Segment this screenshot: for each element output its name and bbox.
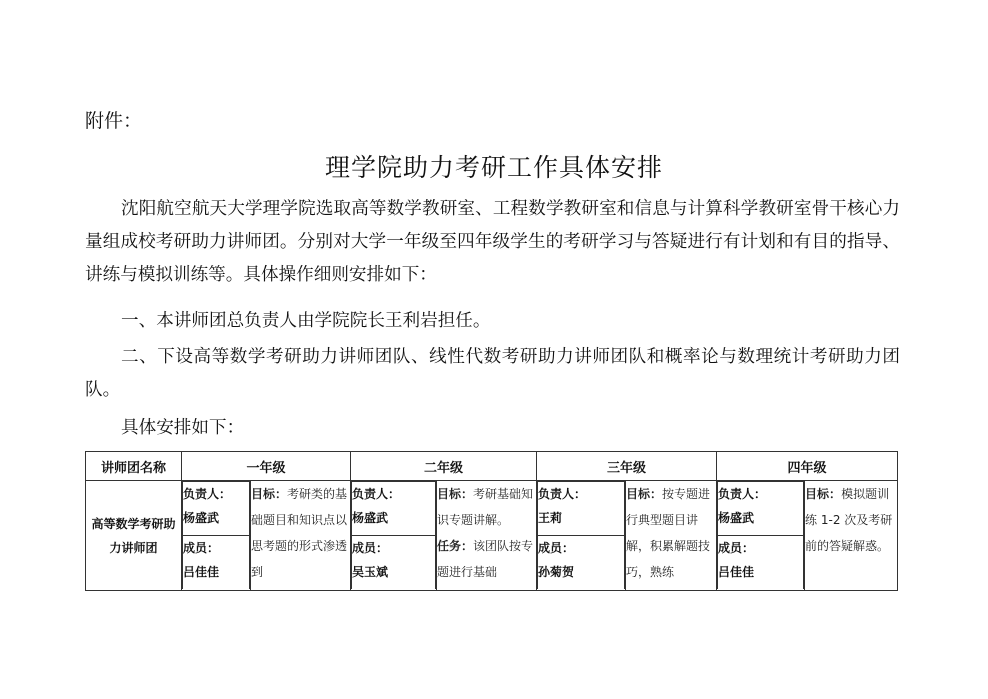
goal-key: 目标： — [626, 487, 663, 501]
member-names: 吕佳佳 — [183, 565, 220, 580]
grade-2-people — [351, 481, 437, 591]
grade-4-people — [717, 481, 805, 591]
grade-3-goal — [626, 481, 717, 591]
leader-label: 负责人： — [538, 487, 587, 501]
intro-paragraph: 沈阳航空航天大学理学院选取高等数学教研室、工程数学教研室和信息与计算科学教研室骨干核心力量组成校考研助力讲师团。分别对大学一年级至四年级学生的考研学习与答疑进行有计划和有目的指导、讲练与模拟训练等。具体操作细则安排如下： — [85, 199, 900, 285]
goal-key: 目标： — [437, 487, 474, 501]
member-names: 吴玉斌 — [352, 565, 389, 580]
grade-1-goal — [251, 481, 351, 591]
attachment-label: 附件： — [85, 110, 143, 132]
item-1-paragraph: 一、本讲师团总负责人由学院院长王利岩担任。 — [121, 311, 491, 331]
header-grade-1: 一年级 — [182, 452, 351, 481]
member-names: 孙菊贺 — [538, 565, 575, 580]
header-grade-2: 二年级 — [351, 452, 537, 481]
goal-text: 模拟题训练 1-2 次及考研前的答疑解惑。 — [805, 487, 893, 553]
grade-1-people — [182, 481, 251, 591]
grade-3-people — [537, 481, 626, 591]
table-header-row — [86, 452, 898, 481]
grade-4-goal — [805, 481, 898, 591]
item-2-paragraph: 二、下设高等数学考研助力讲师团队、线性代数考研助力讲师团队和概率论与数理统计考研助力团队。 — [85, 347, 900, 400]
leader-name: 王莉 — [538, 511, 563, 525]
document-title: 理学院助力考研工作具体安排 — [324, 153, 663, 182]
table-row — [86, 481, 898, 591]
goal-text: 考研类的基础题目和知识点以思考题的形式渗透到 — [251, 487, 348, 579]
goal-text: 按专题进行典型题目讲解，积累解题技巧，熟练 — [626, 487, 711, 579]
leader-label: 负责人： — [718, 487, 767, 501]
task-text: 该团队按专题进行基础 — [437, 539, 534, 579]
member-names: 吕佳佳 — [718, 565, 755, 580]
grade-2-goal — [437, 481, 537, 591]
leader-label: 负责人： — [352, 487, 401, 501]
goal-key: 目标： — [251, 487, 288, 501]
member-label: 成员： — [538, 541, 575, 556]
task-key: 任务： — [437, 539, 474, 553]
team-name-cell: 高等数学考研助力讲师团 — [86, 481, 182, 591]
leader-name: 杨盛武 — [718, 511, 755, 525]
header-grade-4: 四年级 — [717, 452, 898, 481]
member-label: 成员： — [718, 541, 755, 556]
leader-name: 杨盛武 — [352, 511, 389, 525]
leader-label: 负责人： — [183, 487, 232, 501]
leader-name: 杨盛武 — [183, 511, 220, 525]
goal-text: 考研基础知识专题讲解。 — [437, 487, 534, 527]
member-label: 成员： — [352, 541, 389, 556]
header-team-name: 讲师团名称 — [86, 452, 182, 481]
goal-key: 目标： — [805, 487, 842, 501]
header-grade-3: 三年级 — [537, 452, 717, 481]
schedule-table — [85, 451, 898, 591]
arrangement-paragraph: 具体安排如下： — [121, 418, 245, 438]
member-label: 成员： — [183, 541, 220, 556]
